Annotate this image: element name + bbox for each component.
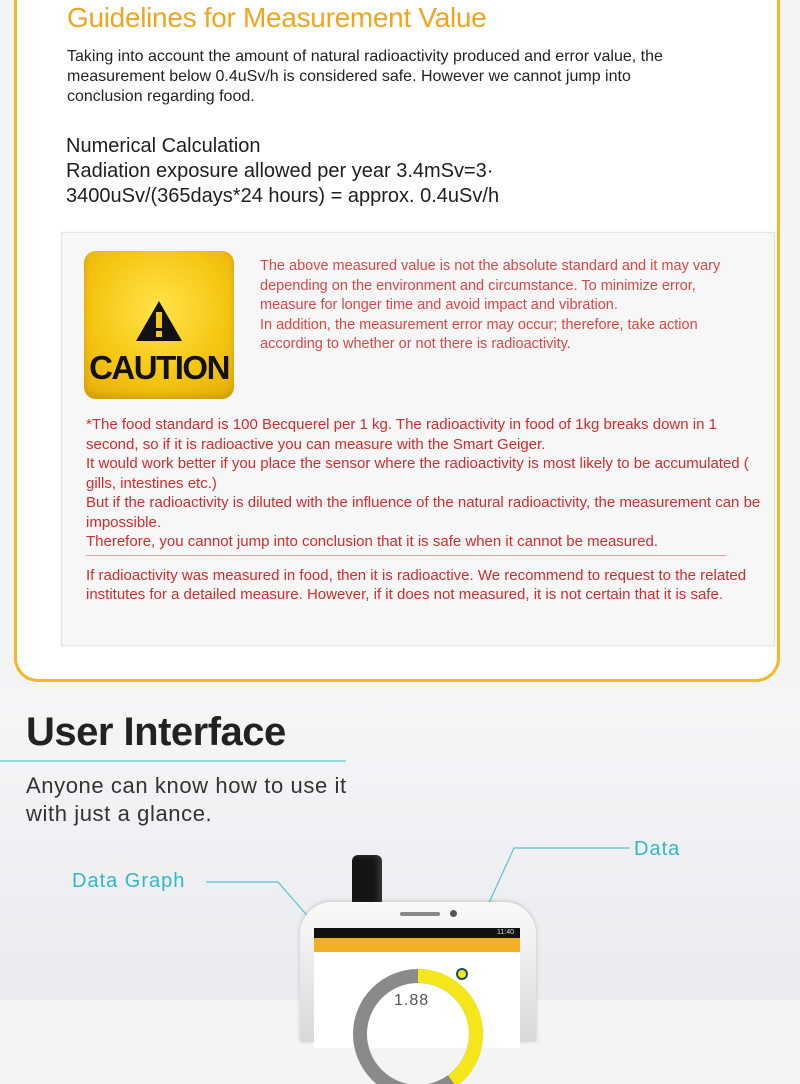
caution-paragraph-1: The above measured value is not the absolute standard and it may vary depending on the environment and circumstance. To minimize error, measure for longer time and avoid impact and vibration. bbox=[260, 258, 721, 313]
warning-triangle-icon bbox=[134, 299, 184, 343]
user-interface-heading: User Interface bbox=[26, 710, 286, 754]
status-bar: 11:40 bbox=[314, 928, 520, 938]
caution-icon bbox=[84, 251, 234, 399]
guidelines-intro: Taking into account the amount of natural radioactivity produced and error value, the measurement below 0.4uSv/h is considered safe. However we cannot jump into conclusion regarding food. bbox=[67, 48, 663, 105]
geiger-sensor-plug bbox=[352, 855, 382, 903]
divider bbox=[86, 555, 726, 556]
gauge-value: 1.88 bbox=[394, 992, 430, 1009]
caution-paragraph-2: In addition, the measurement error may occur; therefore, take action according to whether or not there is radioactivity. bbox=[260, 316, 698, 352]
phone-camera bbox=[450, 910, 457, 917]
phone-speaker bbox=[400, 912, 440, 916]
data-point-marker bbox=[314, 928, 520, 1048]
data-callout-label: Data bbox=[634, 838, 681, 860]
food-note-4: Therefore, you cannot jump into conclusion that it is safe when it cannot be measured. bbox=[86, 533, 658, 550]
caution-word: CAUTION bbox=[89, 349, 229, 386]
calc-line-1: Radiation exposure allowed per year 3.4mSv=3· bbox=[66, 160, 494, 182]
food-note-3: But if the radioactivity is diluted with the influence of the natural radioactivity, the measurement can be impossible. bbox=[86, 494, 761, 531]
food-notes bbox=[86, 415, 766, 605]
guidelines-title: Guidelines for Measurement Value bbox=[67, 2, 487, 33]
calc-heading: Numerical Calculation bbox=[66, 135, 261, 157]
food-note-1: *The food standard is 100 Becquerel per 1 kg. The radioactivity in food of 1kg breaks down in 1 second, so if it is radioactive you can measure with the Smart Geiger. bbox=[86, 416, 717, 453]
smartphone bbox=[300, 902, 536, 1042]
sensor-sticker bbox=[360, 861, 374, 891]
caution-paragraph bbox=[260, 257, 750, 355]
user-interface-subtitle: Anyone can know how to use it with just a glance. bbox=[26, 773, 347, 826]
guidelines-card bbox=[14, 0, 780, 682]
user-interface-section bbox=[0, 690, 800, 1009]
data-graph-callout-label: Data Graph bbox=[72, 870, 186, 892]
calc-line-2: 3400uSv/(365days*24 hours) = approx. 0.4uSv/h bbox=[66, 185, 500, 207]
food-note-2: It would work better if you place the sensor where the radioactivity is most likely to be accumulated ( gills, intestines etc.) bbox=[86, 455, 749, 492]
food-note-final: If radioactivity was measured in food, then it is radioactive. We recommend to request to the related institutes for a detailed measure. However, if it does not measured, it is not certain that it is safe. bbox=[86, 566, 747, 603]
phone-screen bbox=[314, 928, 520, 1048]
numerical-calculation bbox=[66, 134, 499, 209]
caution-box bbox=[61, 232, 775, 646]
